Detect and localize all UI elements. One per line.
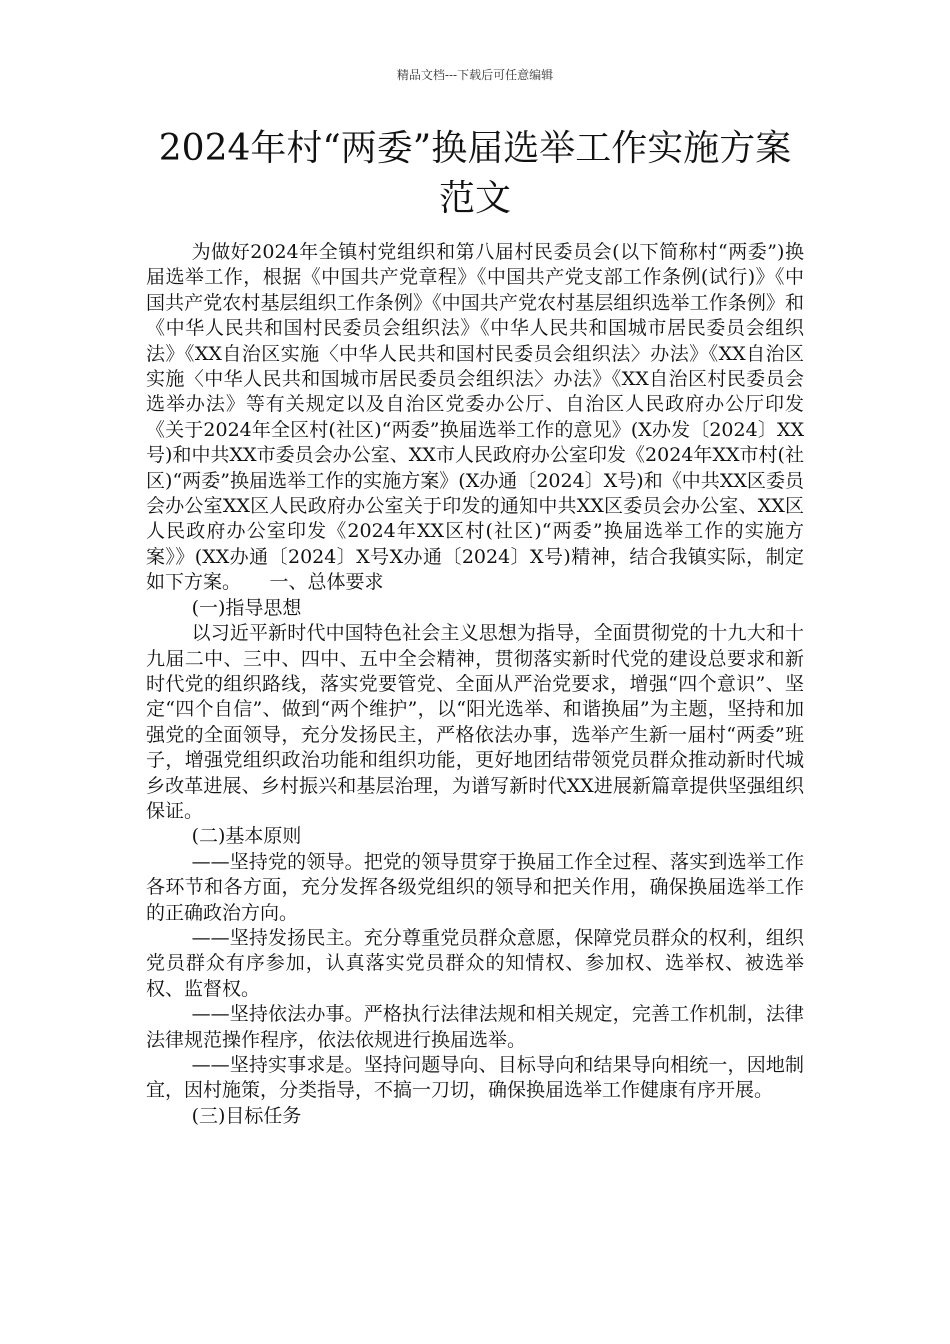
paragraph-intro: 为做好2024年全镇村党组织和第八届村民委员会(以下简称村“两委”)换届选举工作，根据《中国共产党章程》《中国共产党支部工作条例(试行)》《中国共产党农村基层组织工作条例》《中国共产党农村基层组织选举工作条例》和《中华人民共和国村民委员会组织法》《中华人民共和国城市居民委员会组织法》《XX自治区实施〈中华人民共和国村民委员会组织法〉办法》《XX自治区实施〈中华人民共和国城市居民委员会组织法〉办法》《XX自治区村民委员会选举办法》等有关规定以及自治区党委办公厅、自治区人民政府办公厅印发《关于2024年全区村(社区)“两委”换届选举工作的意见》(X办发〔2024〕XX号)和中共XX市委员会办公室、XX市人民政府办公室印发《2024年XX市村(社区)“两委”换届选举工作的实施方案》(X办通〔2024〕X号)和《中共XX区委员会办公室XX区人民政府办公室关于印发的通知中共XX区委员会办公室、XX区人民政府办公室印发《2024年XX区村(社区)“两委”换届选举工作的实施方案》》(XX办通〔2024〕X号X办通〔2024〕X号)精神，结合我镇实际，制定如下方案。 一、总体要求 <box>146 241 804 594</box>
paragraph-principle-democracy: ——坚持发扬民主。充分尊重党员群众意愿，保障党员群众的权利，组织党员群众有序参加，认真落实党员群众的知情权、参加权、选举权、被选举权、监督权。 <box>146 926 804 1000</box>
heading-guiding-thought: (一)指导思想 <box>191 596 302 619</box>
title-line-2: 范文 <box>438 178 511 219</box>
paragraph-principle-facts: ——坚持实事求是。坚持问题导向、目标导向和结果导向相统一，因地制宜，因村施策，分类指导，不搞一刀切，确保换届选举工作健康有序开展。 <box>146 1054 804 1102</box>
paragraph-guiding-thought: 以习近平新时代中国特色社会主义思想为指导，全面贯彻党的十九大和十九届二中、三中、四中、五中全会精神，贯彻落实新时代党的建设总要求和新时代党的组织路线，落实党要管党、全面从严治党要求，增强“四个意识”、坚定“四个自信”、做到“两个维护”，以“阳光选举、和谐换届”为主题，坚持和加强党的全面领导，充分发扬民主，严格依法办事，选举产生新一届村“两委”班子，增强党组织政治功能和组织功能，更好地团结带领党员群众推动新时代城乡改革进展、乡村振兴和基层治理，为谱写新时代XX进展新篇章提供坚强组织保证。 <box>146 622 804 822</box>
title-line-1: 2024年村“两委”换届选举工作实施方案 <box>158 128 792 169</box>
document-body <box>146 240 804 1129</box>
heading-basic-principles: (二)基本原则 <box>191 825 302 848</box>
header-note: 精品文档---下载后可任意编辑 <box>396 68 554 82</box>
paragraph-principle-law: ——坚持依法办事。严格执行法律法规和相关规定，完善工作机制，法律法律规范操作程序，依法依规进行换届选举。 <box>146 1003 804 1051</box>
paragraph-principle-leadership: ——坚持党的领导。把党的领导贯穿于换届工作全过程、落实到选举工作各环节和各方面，充分发挥各级党组织的领导和把关作用，确保换届选举工作的正确政治方向。 <box>146 850 804 924</box>
document-title <box>100 124 850 224</box>
heading-target-tasks: (三)目标任务 <box>191 1104 302 1127</box>
